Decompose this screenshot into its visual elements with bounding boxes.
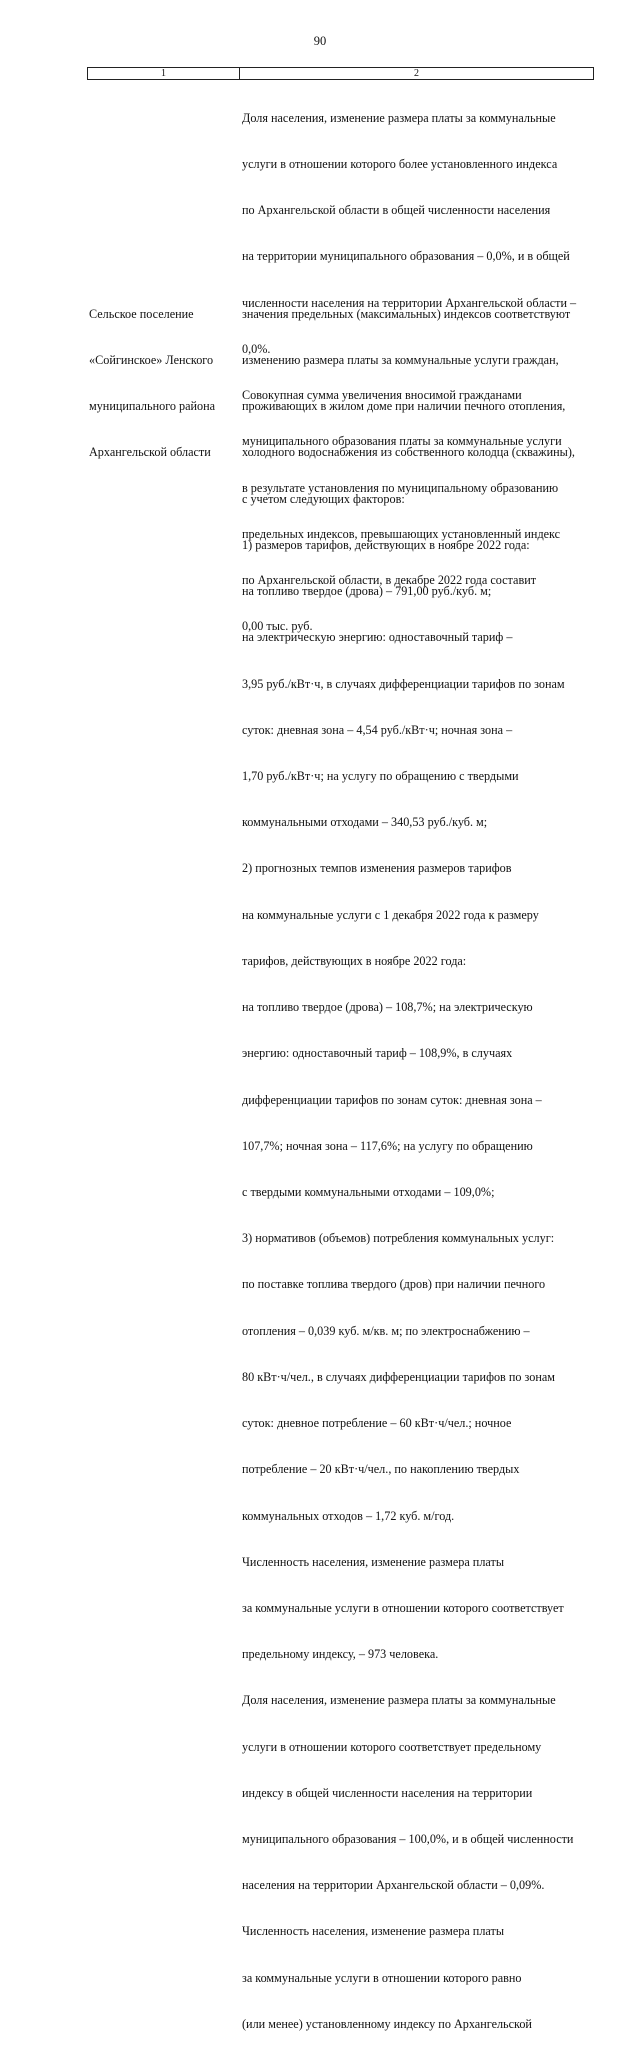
text-line: по поставке топлива твердого (дров) при наличии печного	[242, 1277, 546, 1292]
text-line: 1,70 руб./кВт·ч; на услугу по обращению с твердыми	[242, 769, 519, 783]
text-line: 0,00 тыс. руб.	[242, 619, 313, 634]
text-line: 1) размеров тарифов, действующих в ноябре 2022 года:	[242, 537, 530, 552]
text-line: суток: дневная зона – 4,54 руб./кВт·ч; ночная зона –	[242, 722, 513, 737]
text-line: муниципального образования платы за коммунальные услуги	[242, 434, 562, 449]
text-line: суток: дневное потребление – 60 кВт·ч/чел.; ночное	[242, 1416, 512, 1431]
text-line: дифференциации тарифов по зонам суток: дневная зона –	[242, 1092, 542, 1107]
municipality-name-cell	[89, 276, 215, 476]
text-line: 80 кВт·ч/чел., в случаях дифференциации тарифов по зонам	[242, 1369, 556, 1384]
text-line: на топливо твердое (дрова) – 791,00 руб./куб. м;	[242, 584, 492, 599]
text-line: холодного водоснабжения из собственного колодца (скважины),	[242, 445, 575, 460]
text-line: за коммунальные услуги в отношении которого соответствует	[242, 1600, 564, 1615]
text-line: с учетом следующих факторов:	[242, 491, 405, 506]
table-header-col-2: 2	[414, 68, 419, 79]
text-line: 3,95 руб./кВт·ч, в случаях дифференциации тарифов по зонам	[242, 676, 565, 691]
text-line: услуги в отношении которого более установленного индекса	[242, 157, 558, 172]
text-line: изменению размера платы за коммунальные услуги граждан,	[242, 353, 559, 368]
text-line: на коммунальные услуги с 1 декабря 2022 года к размеру	[242, 907, 539, 922]
text-line: услуги в отношении которого соответствует предельному	[242, 1739, 542, 1754]
text-line: 3) нормативов (объемов) потребления коммунальных услуг:	[242, 1231, 555, 1246]
text-line: Численность населения, изменение размера платы	[242, 1554, 505, 1569]
table-header-col-1: 1	[88, 68, 240, 79]
text-line: Доля населения, изменение размера платы за коммунальные	[242, 1693, 556, 1708]
municipality-name-line: Сельское поселение	[89, 306, 194, 321]
text-line: коммунальных отходов – 1,72 куб. м/год.	[242, 1508, 455, 1523]
text-line: муниципального образования – 100,0%, и в общей численности	[242, 1832, 574, 1847]
text-line: 0,0%.	[242, 341, 271, 356]
text-line: предельному индексу, – 973 человека.	[242, 1647, 439, 1662]
municipality-name-line: Архангельской области	[89, 445, 211, 460]
text-line: индексу в общей численности населения на территории	[242, 1785, 533, 1800]
text-line: значения предельных (максимальных) индексов соответствуют	[242, 306, 571, 321]
text-line: предельных индексов, превышающих установленный индекс	[242, 526, 561, 541]
main-text-block	[242, 276, 575, 2048]
text-line: на электрическую энергию: одноставочный тариф –	[242, 630, 513, 645]
municipality-name-line: «Сойгинское» Ленского	[89, 353, 214, 368]
text-line: с твердыми коммунальными отходами – 109,0%;	[242, 1184, 495, 1199]
text-line: Совокупная сумма увеличения вносимой гражданами	[242, 388, 522, 403]
text-line: на территории муниципального образования – 0,0%, и в общей	[242, 249, 570, 264]
text-line: в результате установления по муниципальному образованию	[242, 480, 559, 495]
text-line: по Архангельской области в общей численности населения	[242, 203, 551, 218]
text-line: коммунальными отходами – 340,53 руб./куб. м;	[242, 815, 488, 830]
text-line: тарифов, действующих в ноябре 2022 года:	[242, 953, 467, 968]
text-line: отопления – 0,039 куб. м/кв. м; по электроснабжению –	[242, 1323, 530, 1338]
text-line: Численность населения, изменение размера платы	[242, 1924, 505, 1939]
text-line: по Архангельской области, в декабре 2022 года составит	[242, 573, 537, 587]
text-line: потребление – 20 кВт·ч/чел., по накоплению твердых	[242, 1462, 520, 1477]
text-line: энергию: одноставочный тариф – 108,9%, в случаях	[242, 1046, 513, 1061]
text-line: (или менее) установленному индексу по Архангельской	[242, 2016, 532, 2031]
text-line: 107,7%; ночная зона – 117,6%; на услугу по обращению	[242, 1138, 533, 1153]
text-line: Доля населения, изменение размера платы за коммунальные	[242, 110, 556, 125]
text-line: на топливо твердое (дрова) – 108,7%; на электрическую	[242, 1000, 533, 1015]
text-line: численности населения на территории Архангельской области –	[242, 295, 577, 310]
page-number: 90	[313, 34, 327, 48]
municipality-name-line: муниципального района	[89, 399, 216, 414]
table-header-row	[87, 67, 594, 80]
text-line: проживающих в жилом доме при наличии печного отопления,	[242, 399, 566, 414]
text-line: 2) прогнозных темпов изменения размеров тарифов	[242, 861, 512, 876]
text-line: за коммунальные услуги в отношении которого равно	[242, 1970, 522, 1985]
text-line: населения на территории Архангельской области – 0,09%.	[242, 1878, 545, 1893]
